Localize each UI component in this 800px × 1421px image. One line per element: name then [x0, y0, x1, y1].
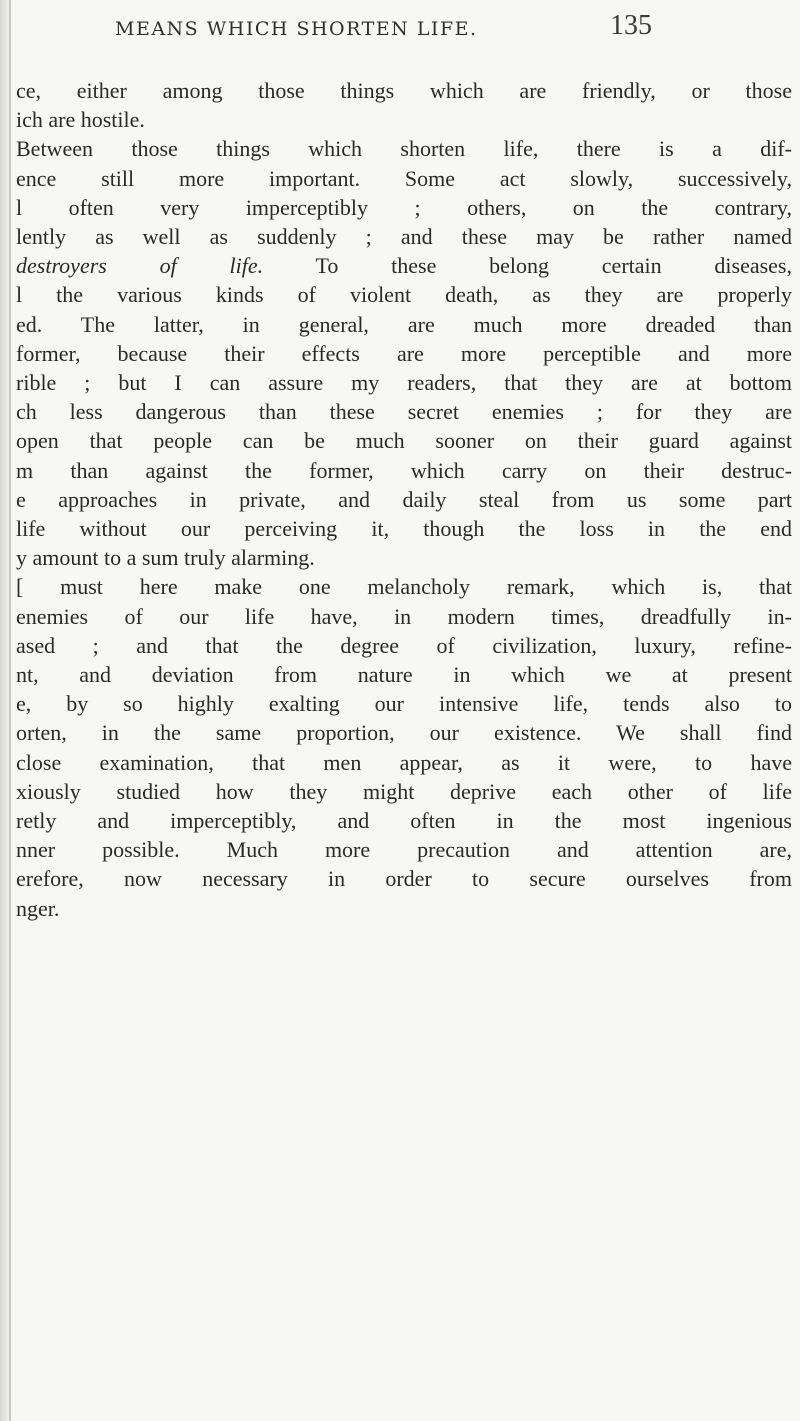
text-line-16: life without our perceiving it, though the loss in the end	[16, 516, 792, 542]
text-line-22: e, by so highly exalting our intensive life, tends also to	[16, 691, 792, 717]
running-head: MEANS WHICH SHORTEN LIFE.	[115, 18, 478, 40]
binding-gutter-line	[9, 0, 11, 1421]
text-line-8: l the various kinds of violent death, as they are properly	[16, 282, 792, 308]
text-line-14: m than against the former, which carry on their destruc-	[16, 457, 792, 483]
text-line-23: orten, in the same proportion, our existence. We shall find	[16, 720, 792, 746]
text-line-21: nt, and deviation from nature in which we at present	[16, 662, 792, 688]
text-line-2: ich are hostile.	[16, 107, 145, 133]
body-text	[16, 76, 792, 923]
text-line-26: retly and imperceptibly, and often in the most ingenious	[16, 808, 792, 834]
text-line-10: former, because their effects are more perceptible and more	[16, 340, 792, 366]
text-line-29: nger.	[16, 895, 60, 921]
italic-phrase-destroyers-of-life: destroyers of life.	[16, 253, 264, 279]
text-line-28: erefore, now necessary in order to secure ourselves from	[16, 866, 792, 892]
text-line-25: xiously studied how they might deprive each other of life	[16, 778, 792, 804]
text-line-18: [ must here make one melancholy remark, which is, that	[16, 574, 792, 600]
text-line-7: destroyers of life. To these belong certain diseases,	[16, 253, 792, 279]
text-line-6: lently as well as suddenly ; and these may be rather named	[16, 224, 792, 250]
text-line-11: rible ; but I can assure my readers, that they are at bottom	[16, 370, 792, 396]
text-line-17: y amount to a sum truly alarming.	[16, 545, 315, 571]
text-line-3: Between those things which shorten life, there is a dif-	[16, 136, 792, 162]
text-line-4: ence still more important. Some act slowly, successively,	[16, 165, 792, 191]
text-line-20: ased ; and that the degree of civilization, luxury, refine-	[16, 632, 792, 658]
text-line-5: l often very imperceptibly ; others, on the contrary,	[16, 194, 792, 220]
text-line-19: enemies of our life have, in modern times, dreadfully in-	[16, 603, 792, 629]
text-line-24: close examination, that men appear, as it were, to have	[16, 749, 792, 775]
text-line-12: ch less dangerous than these secret enemies ; for they are	[16, 399, 792, 425]
text-line-1: ce, either among those things which are friendly, or those	[16, 78, 792, 103]
text-line-13: open that people can be much sooner on their guard against	[16, 428, 792, 454]
text-line-15: e approaches in private, and daily steal from us some part	[16, 486, 792, 512]
text-line-27: nner possible. Much more precaution and attention are,	[16, 837, 792, 863]
text-line-9: ed. The latter, in general, are much more dreaded than	[16, 311, 792, 337]
page-number: 135	[610, 10, 652, 41]
